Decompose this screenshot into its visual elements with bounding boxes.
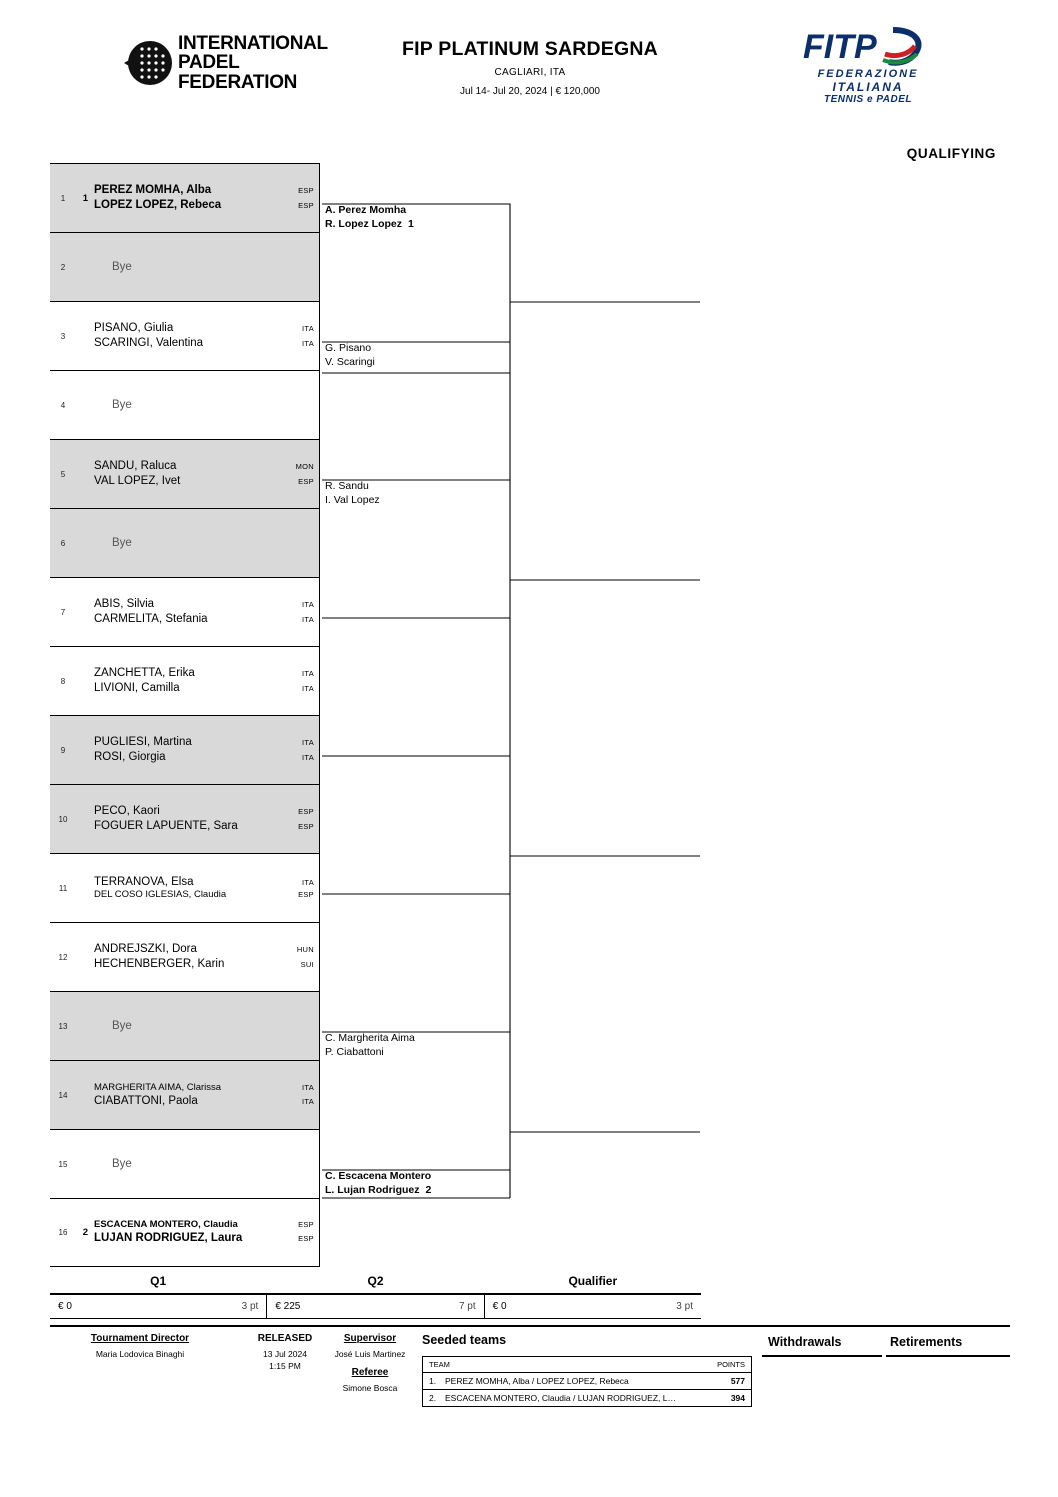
supervisor-label: Supervisor xyxy=(343,1333,397,1344)
seeded-team-row xyxy=(423,1373,751,1390)
bye-label: Bye xyxy=(112,1019,132,1032)
draw-row[interactable] xyxy=(50,853,320,922)
q2-winner-8[interactable] xyxy=(325,1170,431,1197)
player-country: MON xyxy=(295,462,314,472)
player-name: CARMELITA, Stefania xyxy=(94,613,208,625)
seed-team-name: ESCACENA MONTERO, Claudia / LUJAN RODRIGUEZ, L… xyxy=(445,1393,676,1403)
seeded-team-row xyxy=(423,1390,751,1406)
player-name: ABIS, Silvia xyxy=(94,598,155,611)
row-seed: 1 xyxy=(82,192,88,204)
ipf-logo-line1: INTERNATIONAL xyxy=(178,32,328,54)
player-country: ITA xyxy=(301,684,314,693)
player-country: ITA xyxy=(301,1082,314,1092)
row-number: 2 xyxy=(60,262,66,272)
winner-line2: R. Lopez Lopez xyxy=(325,217,402,230)
prize-cell-q1 xyxy=(50,1295,266,1318)
draw-area xyxy=(50,163,1010,1267)
seeded-teams-header xyxy=(423,1357,751,1373)
winner-seed: 1 xyxy=(408,217,414,230)
ipf-logo-line3: FEDERATION xyxy=(178,71,298,93)
draw-row[interactable] xyxy=(50,577,320,646)
team-names xyxy=(88,183,320,212)
team-names xyxy=(88,597,320,626)
row-number: 11 xyxy=(58,883,68,893)
team-names xyxy=(88,260,320,275)
seed-index: 2. xyxy=(429,1393,437,1403)
q2-winner-7[interactable] xyxy=(325,1032,415,1059)
player-country: ESP xyxy=(298,186,314,196)
seeded-teams-title: Seeded teams xyxy=(422,1333,507,1347)
stage-label: QUALIFYING xyxy=(906,146,996,161)
bye-label: Bye xyxy=(112,398,132,411)
team-names xyxy=(88,942,320,971)
footer-divider xyxy=(50,1325,1010,1327)
row-number: 15 xyxy=(58,1159,68,1169)
team-names xyxy=(88,875,320,902)
bye-label: Bye xyxy=(112,536,132,549)
withdrawals-underline xyxy=(762,1355,882,1357)
winner-line1: G. Pisano xyxy=(325,342,372,354)
row-number: 12 xyxy=(58,952,68,962)
team-names xyxy=(88,459,320,488)
player-name: MARGHERITA AIMA, Clarissa xyxy=(94,1081,222,1093)
player-name: CIABATTONI, Paola xyxy=(94,1094,198,1107)
draw-row[interactable] xyxy=(50,508,320,577)
draw-row[interactable] xyxy=(50,922,320,991)
player-name: DEL COSO IGLESIAS, Claudia xyxy=(94,889,227,901)
prize-value-row xyxy=(50,1294,701,1319)
player-country: HUN xyxy=(296,945,314,955)
winner-seed: 2 xyxy=(425,1183,432,1196)
winner-line2: I. Val Lopez xyxy=(325,493,380,506)
seeded-col-team: TEAM xyxy=(429,1360,450,1369)
draw-row[interactable] xyxy=(50,1060,320,1129)
title-block xyxy=(320,38,740,97)
player-country: ITA xyxy=(301,324,314,334)
q2-winner-1[interactable] xyxy=(325,204,414,231)
page-footer xyxy=(50,1325,1010,1403)
winner-line1: A. Perez Momha xyxy=(325,204,407,216)
player-country: ESP xyxy=(298,477,314,486)
team-names xyxy=(88,1082,320,1109)
supervisor-value: José Luis Martinez xyxy=(334,1349,406,1359)
prize-col-qualifier: Qualifier xyxy=(568,1273,618,1288)
prize-points: 3 pt xyxy=(676,1301,693,1312)
player-country: ITA xyxy=(301,339,314,348)
prize-col-q1: Q1 xyxy=(50,1268,267,1293)
draw-row[interactable] xyxy=(50,301,320,370)
prize-cell-q2 xyxy=(266,1295,483,1318)
row-number: 4 xyxy=(60,400,66,410)
winner-line1: R. Sandu xyxy=(325,480,369,492)
team-names xyxy=(88,1157,320,1172)
player-name: PEREZ MOMHA, Alba xyxy=(94,184,212,197)
team-names xyxy=(88,804,320,833)
withdrawals-title: Withdrawals xyxy=(768,1335,842,1349)
player-country: ESP xyxy=(298,822,314,831)
draw-row[interactable] xyxy=(50,232,320,301)
row-number: 9 xyxy=(60,745,66,755)
fitp-logo-line3: TENNIS e PADEL xyxy=(824,94,912,106)
fitp-logo-icon xyxy=(785,24,950,72)
draw-row[interactable] xyxy=(50,715,320,784)
retirements-underline xyxy=(886,1355,1010,1357)
player-name: ESCACENA MONTERO, Claudia xyxy=(94,1219,238,1231)
player-country: ITA xyxy=(301,1096,314,1106)
draw-row[interactable] xyxy=(50,370,320,439)
padel-ball-icon xyxy=(120,37,172,89)
row-seed: 2 xyxy=(82,1227,88,1238)
player-country: ITA xyxy=(301,738,314,748)
player-country: ESP xyxy=(298,807,314,817)
winner-line2: L. Lujan Rodriguez xyxy=(325,1183,420,1196)
player-name: HECHENBERGER, Karin xyxy=(94,958,225,970)
row-number: 7 xyxy=(60,607,66,617)
bye-label: Bye xyxy=(112,1157,132,1170)
prize-cell-qualifier xyxy=(484,1295,701,1318)
draw-row[interactable] xyxy=(50,163,320,232)
prize-header-row xyxy=(50,1268,701,1294)
draw-row[interactable] xyxy=(50,439,320,508)
fitp-logo xyxy=(785,24,950,104)
seed-team-points: 577 xyxy=(730,1376,745,1386)
tournament-director-value: Maria Lodovica Binaghi xyxy=(95,1349,185,1359)
row-number: 1 xyxy=(60,193,66,203)
player-name: FOGUER LAPUENTE, Sara xyxy=(94,820,238,832)
draw-row[interactable] xyxy=(50,784,320,853)
row-number: 5 xyxy=(60,469,66,479)
page-header xyxy=(0,0,1058,130)
seed-team-name: PEREZ MOMHA, Alba / LOPEZ LOPEZ, Rebeca xyxy=(445,1376,629,1386)
bye-label: Bye xyxy=(112,260,132,273)
svg-text:FITP: FITP xyxy=(803,28,877,66)
team-names xyxy=(88,1019,320,1034)
prize-points: 3 pt xyxy=(241,1301,259,1312)
prize-money: € 0 xyxy=(492,1301,507,1312)
prize-money: € 0 xyxy=(58,1301,72,1312)
referee-label: Referee xyxy=(351,1367,389,1378)
fitp-logo-line2: ITALIANA xyxy=(832,79,904,94)
team-names xyxy=(88,321,320,350)
q2-winner-3[interactable] xyxy=(325,480,380,507)
player-country: ITA xyxy=(301,615,314,624)
row-number: 16 xyxy=(58,1228,68,1237)
row-number: 14 xyxy=(58,1090,68,1100)
prize-col-q2: Q2 xyxy=(267,1268,484,1293)
player-country: ESP xyxy=(298,201,314,210)
tournament-director-label: Tournament Director xyxy=(90,1333,190,1344)
winner-line1: C. Margherita Aima xyxy=(325,1032,415,1044)
player-country: ESP xyxy=(298,1220,314,1230)
player-name: SANDU, Raluca xyxy=(94,460,177,473)
prize-points: 7 pt xyxy=(458,1301,476,1312)
player-name: PECO, Kaori xyxy=(94,805,160,818)
row-number: 6 xyxy=(60,538,66,548)
player-name: TERRANOVA, Elsa xyxy=(94,875,194,888)
player-country: ITA xyxy=(301,753,314,762)
tournament-dates-prize: Jul 14- Jul 20, 2024 | € 120,000 xyxy=(460,86,600,97)
player-name: LUJAN RODRIGUEZ, Laura xyxy=(94,1232,243,1245)
seeded-teams-block xyxy=(422,1333,762,1407)
team-names xyxy=(88,735,320,764)
seed-index: 1. xyxy=(429,1376,437,1386)
player-country: SUI xyxy=(300,960,314,969)
released-label: RELEASED xyxy=(257,1333,313,1344)
row-number: 3 xyxy=(60,331,66,341)
released-time: 1:15 PM xyxy=(269,1361,301,1371)
draw-entry-list xyxy=(50,163,320,1267)
draw-row[interactable] xyxy=(50,1129,320,1198)
team-names xyxy=(88,1219,320,1246)
prize-money-table xyxy=(50,1268,701,1319)
referee-value: Simone Bosca xyxy=(342,1383,398,1393)
player-name: ROSI, Giorgia xyxy=(94,751,166,763)
player-name: SCARINGI, Valentina xyxy=(94,337,204,349)
supervisor-block xyxy=(300,1333,440,1393)
seed-team-points: 394 xyxy=(730,1393,745,1403)
player-country: ITA xyxy=(301,877,314,887)
winner-line2: V. Scaringi xyxy=(325,355,375,368)
draw-row[interactable] xyxy=(50,991,320,1060)
player-country: ITA xyxy=(301,669,314,679)
player-name: ZANCHETTA, Erika xyxy=(94,667,195,680)
seeded-teams-table xyxy=(422,1356,752,1407)
ipf-logo xyxy=(120,30,328,96)
q2-winner-2[interactable] xyxy=(325,342,375,369)
team-names xyxy=(88,666,320,695)
tournament-location: CAGLIARI, ITA xyxy=(494,67,566,78)
player-country: ESP xyxy=(298,890,314,900)
player-name: PISANO, Giulia xyxy=(94,322,174,335)
player-name: PUGLIESI, Martina xyxy=(94,736,192,749)
row-number: 13 xyxy=(58,1021,68,1031)
player-name: LOPEZ LOPEZ, Rebeca xyxy=(94,199,222,211)
retirements-title: Retirements xyxy=(890,1335,963,1349)
draw-row[interactable] xyxy=(50,646,320,715)
team-names xyxy=(88,536,320,551)
row-number: 8 xyxy=(60,676,66,686)
fitp-logo-line1: FEDERAZIONE xyxy=(817,68,919,80)
tournament-title: FIP PLATINUM SARDEGNA xyxy=(402,38,658,60)
winner-line2: P. Ciabattoni xyxy=(325,1045,384,1058)
draw-row[interactable] xyxy=(50,1198,320,1267)
team-names xyxy=(88,398,320,413)
tournament-director-block xyxy=(50,1333,230,1359)
player-country: ESP xyxy=(298,1234,314,1244)
ipf-logo-line2: PADEL xyxy=(178,52,240,74)
released-date: 13 Jul 2024 xyxy=(263,1349,307,1359)
row-number: 10 xyxy=(58,814,68,824)
seeded-col-points: POINTS xyxy=(717,1360,745,1369)
player-country: ITA xyxy=(301,600,314,610)
player-name: ANDREJSZKI, Dora xyxy=(94,943,197,956)
player-name: VAL LOPEZ, Ivet xyxy=(94,475,181,487)
player-name: LIVIONI, Camilla xyxy=(94,682,180,694)
winner-line1: C. Escacena Montero xyxy=(325,1170,432,1182)
prize-money: € 225 xyxy=(275,1301,301,1312)
